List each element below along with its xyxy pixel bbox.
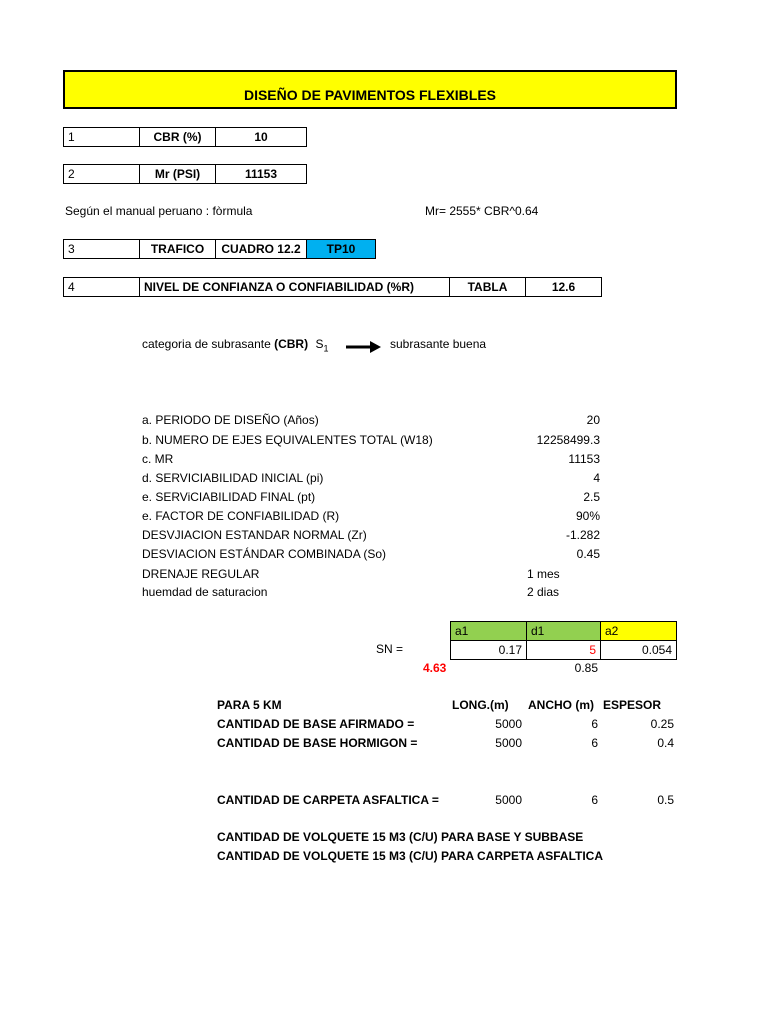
sn-result: 4.63: [423, 661, 447, 675]
param-label: b. NUMERO DE EJES EQUIVALENTES TOTAL (W18): [142, 433, 433, 447]
row3-tp-value: TP10: [306, 239, 376, 259]
subrasante-result: subrasante buena: [390, 337, 487, 351]
row1-number: 1: [63, 127, 140, 147]
param-label: e. SERViCIABILIDAD FINAL (pt): [142, 490, 316, 504]
subrasante-category: [142, 337, 328, 353]
param-value: 2.5: [583, 490, 600, 504]
saturacion-value: 2 dias: [527, 585, 560, 599]
row2-number: 2: [63, 164, 140, 184]
row3-cuadro: CUADRO 12.2: [215, 239, 307, 259]
param-label: d. SERVICIABILIDAD INICIAL (pi): [142, 471, 324, 485]
quantity-long: 5000: [495, 717, 522, 731]
row4-number: 4: [63, 277, 140, 297]
subrasante-s-subscript: 1: [323, 343, 329, 354]
subrasante-prefix: categoria de subrasante: [142, 337, 275, 351]
drenaje-value: 1 mes: [527, 567, 560, 581]
param-label: c. MR: [142, 452, 174, 466]
quantity-espesor: 0.25: [650, 717, 674, 731]
sn-header-a2: a2: [600, 621, 677, 641]
param-value: 0.45: [576, 547, 600, 561]
saturacion-label: huemdad de saturacion: [142, 585, 268, 599]
formula-text: Según el manual peruano : fòrmula: [65, 204, 253, 218]
row4-tabla: TABLA: [449, 277, 526, 297]
param-label: a. PERIODO DE DISEÑO (Años): [142, 413, 319, 427]
param-value: 20: [586, 413, 600, 427]
quantity-ancho: 6: [591, 736, 598, 750]
row1-label: CBR (%): [139, 127, 216, 147]
sn-value-a1: 0.17: [450, 640, 527, 660]
param-value: 90%: [575, 509, 600, 523]
header-long: LONG.(m): [452, 698, 509, 712]
header-espesor: ESPESOR: [603, 698, 662, 712]
formula-expression: Mr= 2555* CBR^0.64: [425, 204, 539, 218]
param-value: 11153: [568, 452, 600, 466]
quantity-ancho: 6: [591, 793, 598, 807]
quantity-ancho: 6: [591, 717, 598, 731]
page-title: DISEÑO DE PAVIMENTOS FLEXIBLES: [243, 87, 497, 103]
sn-header-d1: d1: [526, 621, 601, 641]
header-ancho: ANCHO (m): [528, 698, 594, 712]
row2-value: 11153: [215, 164, 307, 184]
subrasante-cbr: (CBR): [274, 337, 309, 351]
param-value: 12258499.3: [536, 433, 600, 447]
arrow-right-icon: [346, 340, 382, 354]
row1-value: 10: [215, 127, 307, 147]
quantities-title: PARA 5 KM: [217, 698, 282, 712]
param-value: 4: [593, 471, 600, 485]
param-label: e. FACTOR DE CONFIABILIDAD (R): [142, 509, 340, 523]
subrasante-s: S: [315, 337, 324, 351]
drenaje-label: DRENAJE REGULAR: [142, 567, 260, 581]
quantity-label: CANTIDAD DE BASE AFIRMADO =: [217, 717, 415, 731]
quantity-label: CANTIDAD DE BASE HORMIGON =: [217, 736, 418, 750]
sn-header-a1: a1: [450, 621, 527, 641]
row3-number: 3: [63, 239, 140, 259]
quantity-long: 5000: [495, 736, 522, 750]
row3-label: TRAFICO: [139, 239, 216, 259]
quantity-long: 5000: [495, 793, 522, 807]
sn-below-value: 0.85: [574, 661, 598, 675]
volquete-carpeta-label: CANTIDAD DE VOLQUETE 15 M3 (C/U) PARA CARPETA ASFALTICA: [217, 849, 604, 863]
param-label: DESVIACION ESTÁNDAR COMBINADA (So): [142, 547, 387, 561]
sn-value-a2: 0.054: [600, 640, 677, 660]
param-label: DESVJIACION ESTANDAR NORMAL (Zr): [142, 528, 367, 542]
row4-label: NIVEL DE CONFIANZA O CONFIABILIDAD (%R): [139, 277, 450, 297]
row4-value: 12.6: [525, 277, 602, 297]
quantity-label: CANTIDAD DE CARPETA ASFALTICA =: [217, 793, 439, 807]
param-value: -1.282: [565, 528, 600, 542]
sn-value-d1: 5: [526, 640, 601, 660]
row2-label: Mr (PSI): [139, 164, 216, 184]
sn-label: SN =: [376, 642, 404, 656]
volquete-base-label: CANTIDAD DE VOLQUETE 15 M3 (C/U) PARA BASE Y SUBBASE: [217, 830, 584, 844]
quantity-espesor: 0.4: [657, 736, 674, 750]
quantity-espesor: 0.5: [657, 793, 674, 807]
